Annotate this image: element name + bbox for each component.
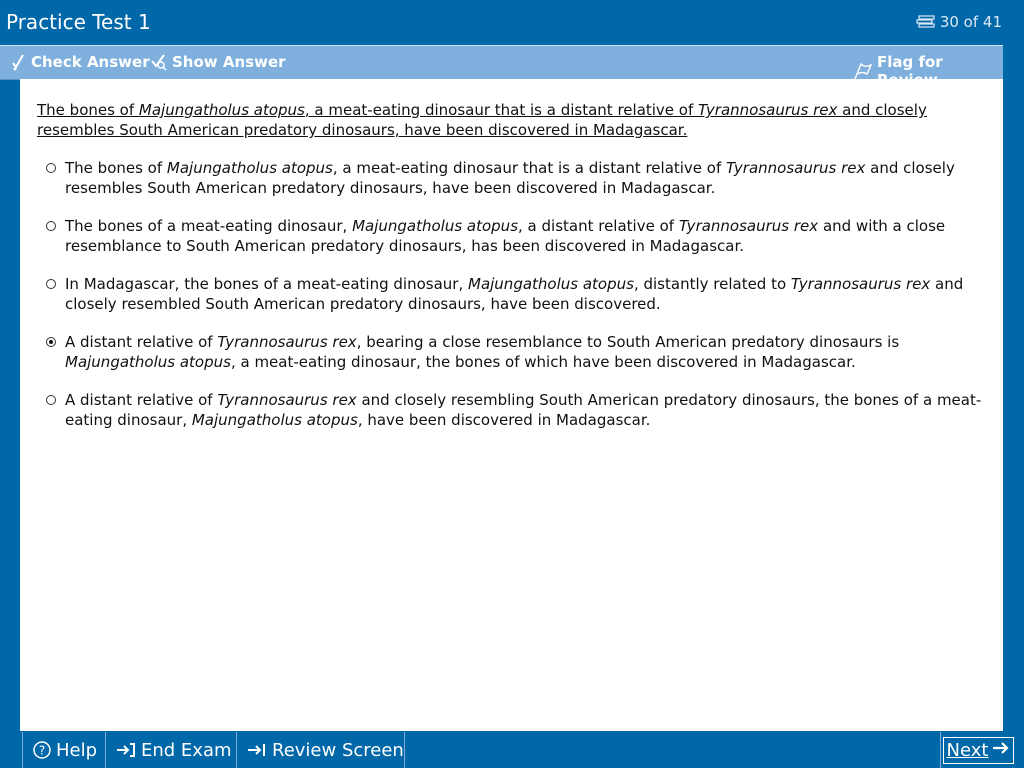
svg-text:?: ?: [38, 743, 46, 758]
option-text-italic: Majungatholus atopus: [191, 411, 358, 429]
end-exam-button[interactable]: [105, 732, 236, 768]
option-text: and closely resembling South American predatory dinosaurs, the bones of a meat-eating dinosaur,: [65, 391, 982, 429]
toolbar: [0, 45, 1003, 80]
answer-option-c[interactable]: [44, 274, 984, 314]
option-text: , a meat-eating dinosaur, the bones of which have been discovered in Madagascar.: [230, 353, 856, 371]
progress-text: 30 of 41: [939, 13, 1002, 31]
option-text: , a meat-eating dinosaur that is a distant relative of: [332, 159, 727, 177]
option-text: In Madagascar, the bones of a meat-eating dinosaur,: [65, 275, 468, 293]
question-progress: [916, 13, 1002, 31]
flag-icon: [853, 62, 873, 80]
flag-for-review-label: Flag for: [877, 53, 943, 71]
question-text-segment: , a meat-eating dinosaur that is a distant relative of: [304, 101, 699, 119]
option-text: , bearing a close resemblance to South American predatory dinosaurs is: [356, 333, 900, 351]
check-answer-icon: [11, 53, 27, 71]
answer-option-e[interactable]: [44, 390, 984, 430]
arrow-right-icon: [992, 740, 1010, 761]
question-panel: [20, 79, 1003, 731]
end-exam-label: End Exam: [141, 739, 232, 761]
option-text: A distant relative of: [65, 391, 218, 409]
option-text-italic: Tyrannosaurus rex: [217, 391, 357, 409]
option-text-italic: Tyrannosaurus rex: [217, 333, 357, 351]
show-answer-button[interactable]: [150, 53, 286, 71]
review-screen-label: Review Screen: [272, 739, 404, 761]
option-e-radio[interactable]: [46, 395, 56, 405]
option-text-italic: Majungatholus atopus: [352, 217, 519, 235]
option-a-radio[interactable]: [46, 163, 56, 173]
option-text: and closely resembled South American predatory dinosaurs, have been discovered.: [65, 275, 964, 313]
option-text: and with a close resemblance to South American predatory dinosaurs, has been discovered in Madagascar.: [65, 217, 946, 255]
app-title: Practice Test 1: [6, 10, 151, 34]
option-text-italic: Majungatholus atopus: [468, 275, 634, 293]
next-label: Next: [946, 739, 989, 761]
title-bar: [0, 0, 1024, 44]
question-text-segment: The bones of: [37, 101, 139, 119]
review-screen-button[interactable]: [236, 732, 405, 768]
show-answer-label: Show Answer: [172, 53, 286, 71]
option-text: , have been discovered in Madagascar.: [357, 411, 651, 429]
answer-option-d[interactable]: [44, 332, 984, 372]
option-text: and closely resembles South American predatory dinosaurs, have been discovered in Madagascar.: [65, 159, 955, 197]
option-text: The bones of: [65, 159, 167, 177]
question-stem: [37, 100, 967, 140]
next-button[interactable]: [940, 732, 1016, 768]
option-d-radio[interactable]: [46, 337, 56, 347]
check-answer-button[interactable]: [11, 53, 150, 71]
answer-options: [44, 158, 984, 448]
option-b-radio[interactable]: [46, 221, 56, 231]
question-text-italic: Majungatholus atopus: [138, 101, 305, 119]
help-label: Help: [56, 739, 98, 761]
question-text-italic: Tyrannosaurus rex: [698, 101, 838, 119]
question-text-segment: and closely resembles South American predatory dinosaurs, have been discovered in Madagascar.: [37, 101, 927, 139]
option-text-italic: Tyrannosaurus rex: [678, 217, 819, 235]
option-text-italic: Tyrannosaurus rex: [726, 159, 866, 177]
option-text: , a distant relative of: [518, 217, 679, 235]
option-text: The bones of a meat-eating dinosaur,: [65, 217, 353, 235]
help-icon: [33, 741, 51, 759]
option-text: A distant relative of: [65, 333, 218, 351]
end-exam-icon: [116, 742, 136, 758]
option-text-italic: Tyrannosaurus rex: [790, 275, 931, 293]
option-text-italic: Majungatholus atopus: [65, 353, 231, 371]
show-answer-icon: [150, 53, 168, 71]
answer-option-a[interactable]: [44, 158, 984, 198]
review-screen-icon: [247, 742, 267, 758]
option-text-italic: Majungatholus atopus: [166, 159, 333, 177]
next-button-frame: [943, 737, 1015, 764]
option-text: , distantly related to: [633, 275, 791, 293]
question-stack-icon: [916, 15, 936, 29]
check-answer-label: Check Answer: [31, 53, 150, 71]
answer-option-b[interactable]: [44, 216, 984, 256]
help-button[interactable]: [22, 732, 105, 768]
option-c-radio[interactable]: [46, 279, 56, 289]
bottom-bar: [0, 731, 1024, 768]
